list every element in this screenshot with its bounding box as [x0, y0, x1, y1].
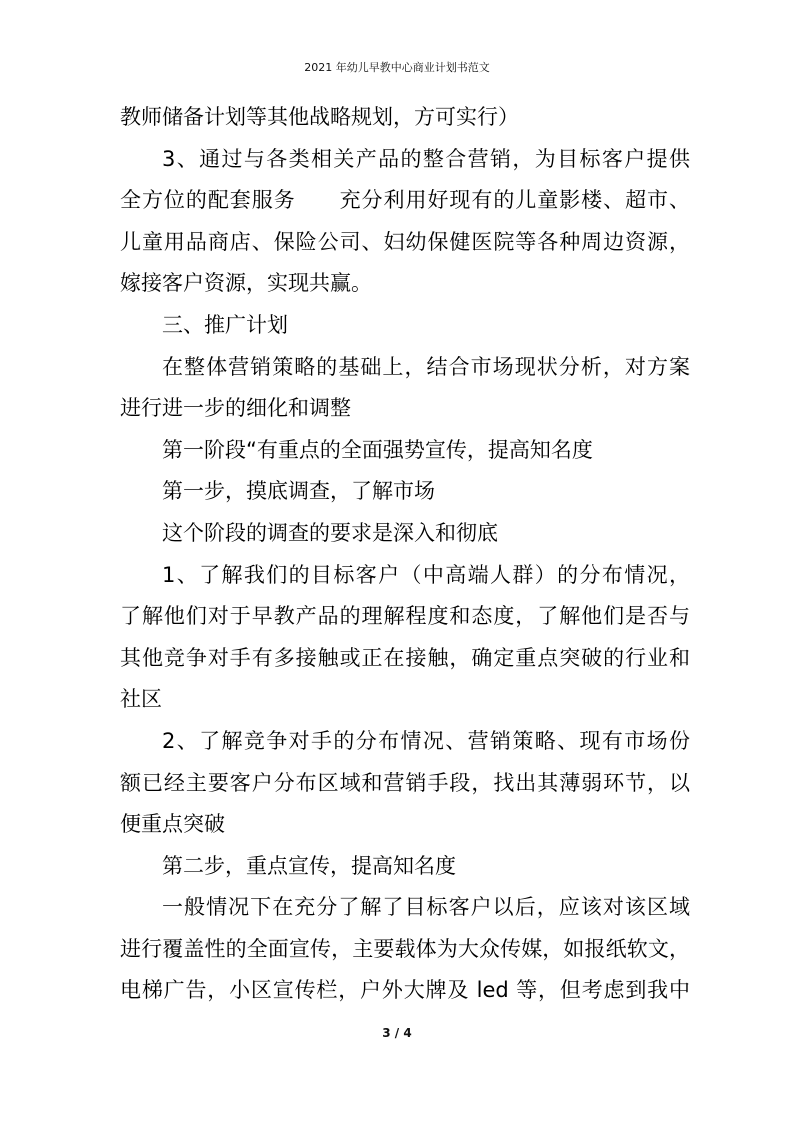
text-line: 一般情况下在充分了解了目标客户以后，应该对该区域	[162, 895, 690, 920]
paragraph	[120, 97, 690, 139]
text-line: 3、通过与各类相关产品的整合营销，为目标客户提供	[162, 146, 690, 171]
page-header: 2021 年幼儿早教中心商业计划书范文	[304, 61, 490, 74]
text-line: 进行进一步的细化和调整	[120, 396, 351, 421]
text-line: 额已经主要客户分布区域和营销手段，找出其薄弱环节，以	[120, 770, 690, 795]
text-line: 社区	[120, 687, 162, 712]
paragraph	[120, 430, 690, 472]
text-line: 1、了解我们的目标客户（中高端人群）的分布情况，	[162, 562, 690, 587]
text-line: 儿童用品商店、保险公司、妇幼保健医院等各种周边资源，	[120, 229, 690, 254]
text-line: 第二步，重点宣传，提高知名度	[162, 853, 456, 878]
text-line: 便重点突破	[120, 812, 225, 837]
text-line: 了解他们对于早教产品的理解程度和态度，了解他们是否与	[120, 604, 690, 629]
paragraph	[120, 555, 690, 721]
paragraph	[120, 846, 690, 888]
text-line: 第一步，摸底调查，了解市场	[162, 479, 435, 504]
text-line: 其他竞争对手有多接触或正在接触，确定重点突破的行业和	[120, 645, 690, 670]
text-line: 电梯广告，小区宣传栏，户外大牌及 led 等，但考虑到我中	[120, 978, 690, 1003]
text-line: 2、了解竞争对手的分布情况、营销策略、现有市场份	[162, 728, 690, 753]
text-line: 嫁接客户资源，实现共赢。	[120, 271, 372, 296]
page-number: 3 / 4	[382, 1026, 412, 1040]
paragraph	[120, 513, 690, 555]
text-line: 全方位的配套服务 充分利用好现有的儿童影楼、超市、	[120, 188, 690, 213]
section-heading	[120, 305, 690, 347]
paragraph	[120, 347, 690, 430]
paragraph	[120, 471, 690, 513]
text-line: 在整体营销策略的基础上，结合市场现状分析，对方案	[162, 354, 690, 379]
text-line: 三、推广计划	[162, 312, 288, 337]
paragraph	[120, 721, 690, 846]
paragraph	[120, 139, 690, 305]
paragraph	[120, 887, 690, 1012]
document-body	[120, 97, 690, 1012]
text-line: 教师储备计划等其他战略规划，方可实行）	[120, 105, 519, 129]
text-line: 第一阶段“有重点的全面强势宣传，提高知名度	[162, 437, 593, 462]
text-line: 进行覆盖性的全面宣传，主要载体为大众传媒，如报纸软文，	[120, 936, 690, 961]
text-line: 这个阶段的调查的要求是深入和彻底	[162, 520, 498, 545]
